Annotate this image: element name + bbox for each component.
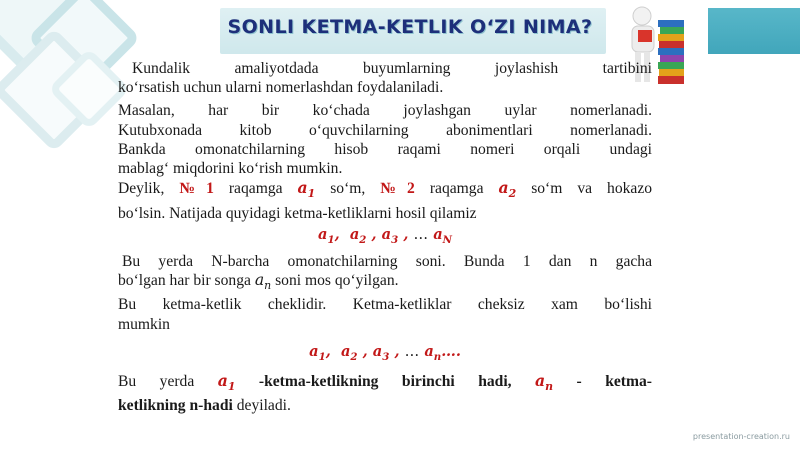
intro-line: Kundalik amaliyotdada buyumlarning joylashish tartibini [132, 60, 652, 77]
slide-title: SONLI KETMA-KETLIK O‘ZI NIMA? [227, 16, 593, 38]
sequence-formula-infinite: $a_1$, $a_2$ , $a_3$ , … $a_n\dots$. [309, 342, 461, 363]
term-a1: $a_1$ [217, 370, 236, 393]
footer-watermark: presentation-creation.ru [692, 432, 790, 441]
finite-line: mumkin [118, 315, 170, 333]
definition-line: ketlikning n-hadi deyiladi. [118, 397, 291, 415]
intro-line: ko‘rsatish uchun ularni nomerlashdan foydalaniladi. [118, 79, 444, 97]
slide-body [118, 59, 652, 415]
accent-bar [708, 8, 800, 54]
finite-line: Bu ketma-ketlik cheklidir. Ketma-ketliklar cheksiz xam bo‘lishi [118, 296, 652, 314]
term-an: $a_n$ [254, 271, 272, 293]
example-line: mablag‘ miqdorini ko‘rish mumkin. [118, 160, 343, 178]
explanation-line: bo‘lgan har bir songa $a_n$ soni mos qo‘yilgan. [118, 271, 399, 293]
number-label: №2 [380, 180, 415, 198]
number-label: №1 [179, 180, 214, 198]
example-line: Masalan, har bir ko‘chada joylashgan uylar nomerlanadi. [118, 102, 652, 120]
deylik-line: bo‘lsin. Natijada quyidagi ketma-ketliklarni hosil qilamiz [118, 204, 477, 222]
sequence-formula-finite: $a_1$, $a_2$ , $a_3$ , … $a_N$ [317, 225, 453, 246]
deylik-line: Deylik, №1 raqamga $a_1$ so‘m, №2 raqamga $a_2$ so‘m va hokazo [118, 178, 653, 201]
term-a2: $a_2$ [498, 178, 517, 201]
definition-line: Bu yerda $a_1$ -ketma-ketlikning birinchi hadi, $a_n$ - ketma- [118, 370, 652, 393]
term-an: $a_n$ [535, 370, 554, 393]
term-a1: $a_1$ [297, 178, 316, 201]
explanation-line: Bu yerda N-barcha omonatchilarning soni. Bunda 1 dan n gacha [122, 252, 652, 270]
example-line: Bankda omonatchilarning hisob raqami nomeri orqali undagi [118, 140, 652, 158]
example-line: Kutubxonada kitob o‘quvchilarning abonimentlari nomerlanadi. [118, 121, 652, 139]
